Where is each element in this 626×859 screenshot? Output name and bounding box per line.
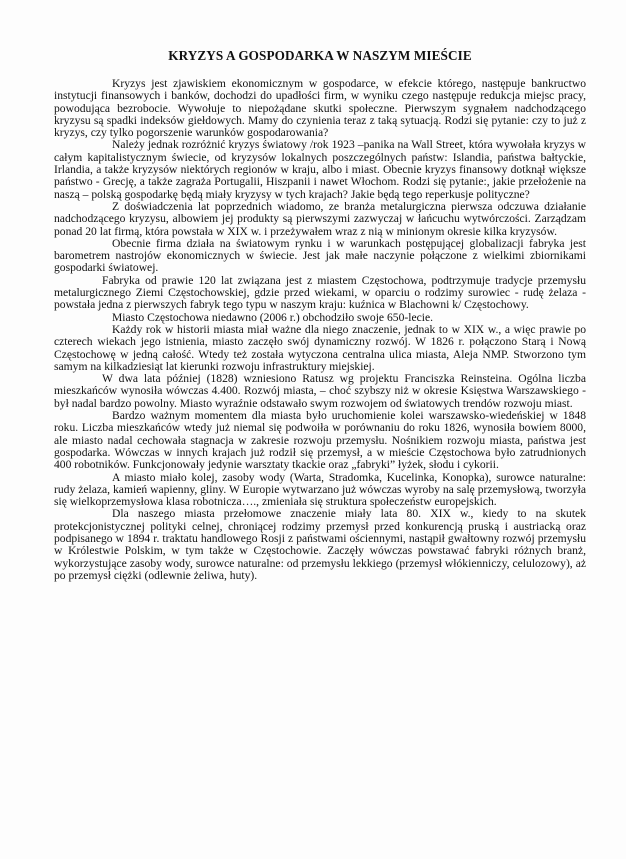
paragraph-world-vs-local-crises: Należy jednak rozróżnić kryzys światowy /rok 1923 –panika na Wall Street, która wywołała kryzys w całym kapitalistycznym świecie, od kryzysów lokalnych poszczególnych państw: Islandia, państwa bałtyckie, Irlandia, a także kryzysów niektórych regionów w kraju, albo i miast. Obecnie kryzys finansowy dotknął większe państwo - Grecję, a także zagraża Portugalii, Hiszpanii i nawet Włochom. Rodzi się pytanie:, jakie przełożenie na naszą – polską gospodarkę będą miały kryzysy w tych krajach? Jakie będą tego reperkusje polityczne? [54,138,586,201]
paragraph-global-market: Obecnie firma działa na światowym rynku i w warunkach postępującej globalizacji fabryka jest barometrem nastrojów ekonomicznych w świecie. Jest jak małe naczynie połączone z wielkimi zbiornikami gospodarki światowej. [54,236,586,275]
paragraph-industrial-breakthrough: Dla naszego miasta przełomowe znaczenie miały lata 80. XIX w., kiedy to na skutek protekcjonistycznej polityki celnej, chroniącej rodzimy przemysł przed konkurencją pruską i austriacką oraz podpisanego w 1894 r. traktatu handlowego Rosji z państwami ościennymi, nastąpił gwałtowny rozwój przemysłu w Królestwie Polskim, w tym także w Częstochowie. Zaczęły wówczas powstawać fabryki różnych branż, wykorzystujące zasoby wody, surowce naturalne: od przemysłu lekkiego (przemysł włókienniczy, celulozowy), aż po przemysł ciężki (odlewnie żeliwa, huty). [54,507,586,582]
paragraph-railway: Bardzo ważnym momentem dla miasta było uruchomienie kolei warszawsko-wiedeńskiej w 1848 roku. Liczba mieszkańców wtedy już niemal się podwoiła w porównaniu do roku 1826, wynosiła bowiem 8000, ale miasto nadal cechowała stagnacja w zakresie rozwoju przemysłu. Nośnikiem rozwoju miasta, państwa jest gospodarka. Wówczas w innych krajach już rodził się przemysł, a w mieście Częstochowa było zatrudnionych 400 robotników. Funkcjonowały jedynie warsztaty tkackie oraz „fabryki” łyżek, słodu i cykorii. [54,409,586,472]
paragraph-city-anniversary: Miasto Częstochowa niedawno (2006 r.) obchodziło swoje 650-lecie. [112,310,434,324]
paragraph-crisis-definition: Kryzys jest zjawiskiem ekonomicznym w gospodarce, w efekcie którego, następuje bankructwo instytucji finansowych i banków, dochodzi do upadłości firm, w wyniku czego następuje redukcja miejsc pracy, powodująca bezrobocie. Wywołuje to niepożądane skutki społeczne. Pierwszym sygnałem nadchodzącego kryzysu są spadki indeksów giełdowych. Mamy do czynienia teraz z taką sytuacją. Rodzi się pytanie: czy to już z kryzys, czy tylko pogorszenie warunków gospodarowania? [54,77,586,140]
paragraph-xix-century-development: Każdy rok w historii miasta miał ważne dla niego znaczenie, jednak to w XIX w., a więc prawie po czterech wiekach jego istnienia, miasto zaczęło swój dynamiczny rozwój. W 1826 r. połączono Starą i Nową Częstochowę w jedną całość. Wtedy też została wytyczona centralna ulica miasta, Aleja NMP. Stworzono tym samym na kilkadziesiąt lat kierunki rozwoju infrastruktury miejskiej. [54,322,586,373]
paragraph-town-hall: W dwa lata później (1828) wzniesiono Ratusz wg projektu Franciszka Reinsteina. Ogólna liczba mieszkańców wynosiła wówczas 4.400. Rozwój miasta, – choć szybszy niż w okresie Księstwa Warszawskiego - był nadal bardzo powolny. Miasto wyraźnie odstawało swym rozwojem od światowych trendów rozwoju miast. [54,372,586,410]
paragraph-metallurgy-experience: Z doświadczenia lat poprzednich wiadomo, ze branża metalurgiczna pierwsza odczuwa działanie nadchodzącego kryzysu, albowiem jej produkty są pierwszymi zazwyczaj w łańcuchu wytwórczości. Zarządzam ponad 20 lat firmą, która powstała w XIX w. i przeżywałem wraz z nią w minionym okresie kilka kryzysów. [54,199,586,238]
document-title: KRYZYS A GOSPODARKA W NASZYM MIEŚCIE [168,48,472,63]
paragraph-resources: A miasto miało kolej, zasoby wody (Warta, Stradomka, Kucelinka, Konopka), surowce naturalne: rudy żelaza, kamień wapienny, gliny. W Europie wytwarzano już wówczas wyroby na salę przemysłową, tworzyła się wielkoprzemysłowa klasa robotnicza…., zmieniała się struktura społeczeństw europejskich. [54,470,586,509]
paragraph-factory-history: Fabryka od prawie 120 lat związana jest z miastem Częstochowa, podtrzymuje tradycje przemysłu metalurgicznego Ziemi Częstochowskiej, gdzie przed wiekami, w oparciu o rodzimy surowiec - rudę żelaza - powstała jedna z pierwszych fabryk tego typu w naszym kraju: kuźnica w Blachowni k/ Częstochowy. [54,273,586,312]
